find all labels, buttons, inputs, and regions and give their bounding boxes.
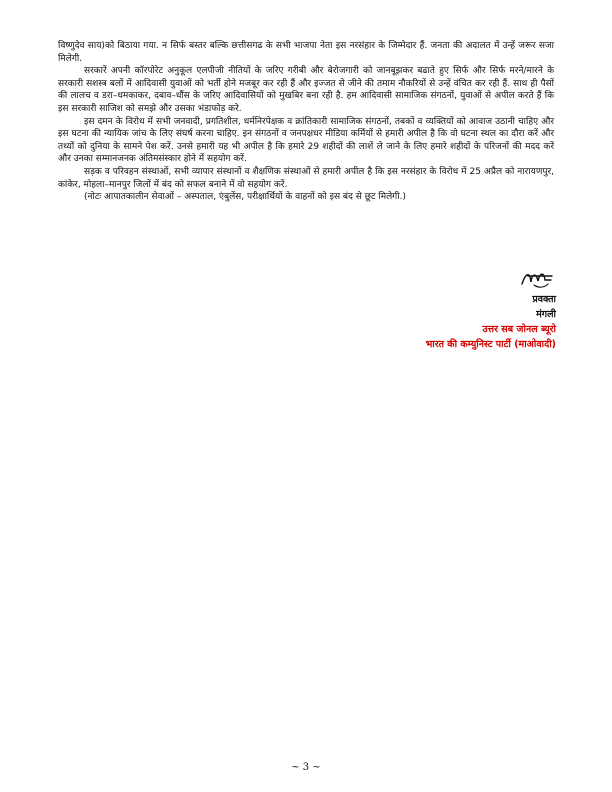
paragraph-3: इस दमन के विरोध में सभी जनवादी, प्रगतिशील, धर्मनिरपेक्षक व क्रांतिकारी सामाजिक संगठनों, तबकों व व्यक्तियों को आवाज उठानी चाहिए और इस घटना की न्यायिक जांच के लिए संघर्ष करना चाहिए. इन संगठनों व जनपक्षधर मीडिया कर्मियों से हमारी अपील है कि वो घटना स्थल का दौरा करें और तथ्यों को दुनिया के सामने पेश करें. उनसे हमारी यह भी अपील है कि हमारे 29 शहीदों की लाशें ले जाने के लिए हमारे शहीदों के परिजनों की मदद करें और उनका सम्मानजनक अंतिमसंस्कार होने में सहयोग करें. xyxy=(58,116,554,165)
paragraph-4: सड़क व परिवहन संस्थाओं, सभी व्यापार संस्थानों व शैक्षणिक संस्थाओं से हमारी अपील है कि इस नरसंहार के विरोध में 25 अप्रैल को नारायणपुर, कांकेर, मोहला–मानपुर जिलों में बंद को सफल बनाने में वो सहयोग करें. xyxy=(58,166,554,190)
page-number: ~ 3 ~ xyxy=(291,762,321,773)
paragraph-1: विष्णुदेव साय)को बिठाया गया. न सिर्फ बस्तर बल्कि छत्तीसगढ के सभी भाजपा नेता इस नरसंहार के जिम्मेदार हैं. जनता की अदालत में उन्हें जरूर सजा मिलेगी. xyxy=(58,41,554,64)
bureau-name: उत्तर सब जोनल ब्यूरो xyxy=(482,324,556,335)
letter-body xyxy=(58,40,554,204)
paragraph-2: सरकारें अपनी कॉरपोरेट अनुकूल एलपीजी नीतियों के जरिए गरीबी और बेरोजगारी को जानबूझकर बढाते हुए सिर्फ और सिर्फ मरने/मारने के सरकारी सशस्त्र बलों में आदिवासी युवाओं को भर्ती होने मजबूर कर रही हैं और इज्जत से जीने की तमाम नौकरियों से उन्हें वंचित कर रही हैं. साथ ही पैसों की लालच व डरा–धमकाकर, दबाव–धौंस के जरिए आदिवासियों को मुखबिर बना रही है. हम आदिवासी सामाजिक संगठनों, युवाओं से अपील करते हैं कि इस सरकारी साजिश को समझे और उसका भंडाफोड़ करे. xyxy=(58,66,554,114)
party-name: भारत की कम्युनिस्ट पार्टी (माओवादी) xyxy=(425,339,556,350)
handwritten-signature xyxy=(518,266,556,292)
signature-block xyxy=(426,266,556,352)
paragraph-5: (नोटः आपातकालीन सेवाओं – अस्पताल, एंबुलेंस, परीक्षार्थियों के वाहनों को इस बंद से छूट मिलेगी.) xyxy=(84,192,406,203)
signatory-role: प्रवक्ता xyxy=(532,294,556,305)
signatory-name: मंगली xyxy=(536,309,556,320)
